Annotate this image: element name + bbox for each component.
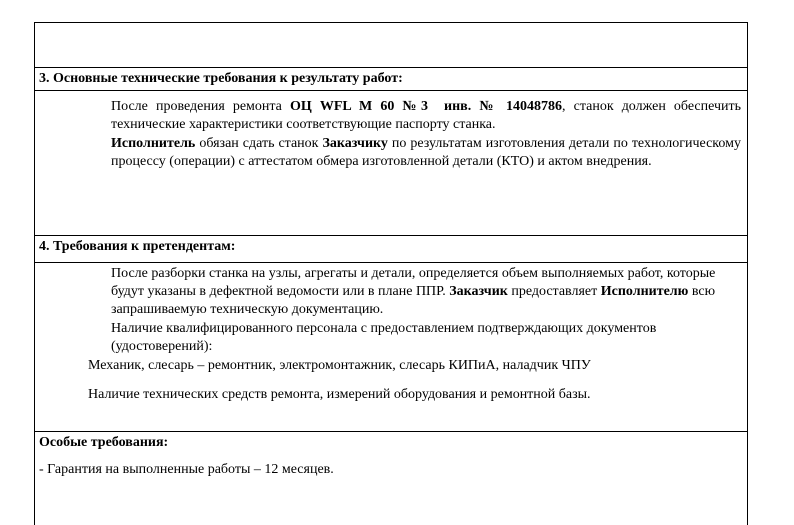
text-run: предоставляет [507, 284, 601, 299]
staff-list: Механик, слесарь – ремонтник, электромонтажник, слесарь КИПиА, наладчик ЧПУ [88, 358, 591, 373]
section-3-paragraph-1 [111, 98, 741, 134]
text-run: обязан сдать станок [195, 136, 323, 151]
inventory-number: инв. № 14048786 [444, 99, 563, 114]
text-run: по результатам изготовления детали по технологическому процессу (операции) с аттестатом обмера изготовленной детали (КТО) и актом внедрения. [111, 136, 741, 169]
text-run: После разборки станка на узлы, агрегаты и детали, определяется объем выполняемых работ, которые будут указаны в дефектной ведомости или в плане ППР. [111, 266, 716, 299]
text-run: После проведения ремонта [111, 99, 290, 114]
executor-term: Исполнитель [111, 136, 196, 151]
row-divider [34, 262, 747, 263]
warranty-line: - Гарантия на выполненные работы – 12 месяцев. [39, 462, 334, 477]
text-run: , станок должен обеспечить технические характеристики соответствующие паспорту станка. [111, 99, 741, 132]
executor-term: Исполнителю [600, 284, 689, 299]
customer-term: Заказчик [449, 284, 508, 299]
customer-term: Заказчику [322, 136, 388, 151]
row-divider [34, 235, 747, 236]
row-divider [34, 90, 747, 91]
section-4-paragraph-2: Наличие квалифицированного персонала с предоставлением подтверждающих документов (удостоверений): [111, 321, 657, 354]
row-divider [34, 431, 747, 432]
tools-line: Наличие технических средств ремонта, измерений оборудования и ремонтной базы. [88, 387, 591, 402]
section-3-heading: 3. Основные технические требования к результату работ: [39, 71, 403, 86]
row-divider [34, 67, 747, 68]
text-run: всю запрашиваемую техническую документацию. [111, 284, 716, 317]
section-4-heading: 4. Требования к претендентам: [39, 239, 236, 254]
section-3-paragraph-2 [111, 135, 741, 171]
machine-name: ОЦ WFL M 60 №3 [289, 99, 429, 114]
special-requirements-heading: Особые требования: [39, 435, 169, 450]
section-4-paragraph-1 [111, 265, 741, 319]
